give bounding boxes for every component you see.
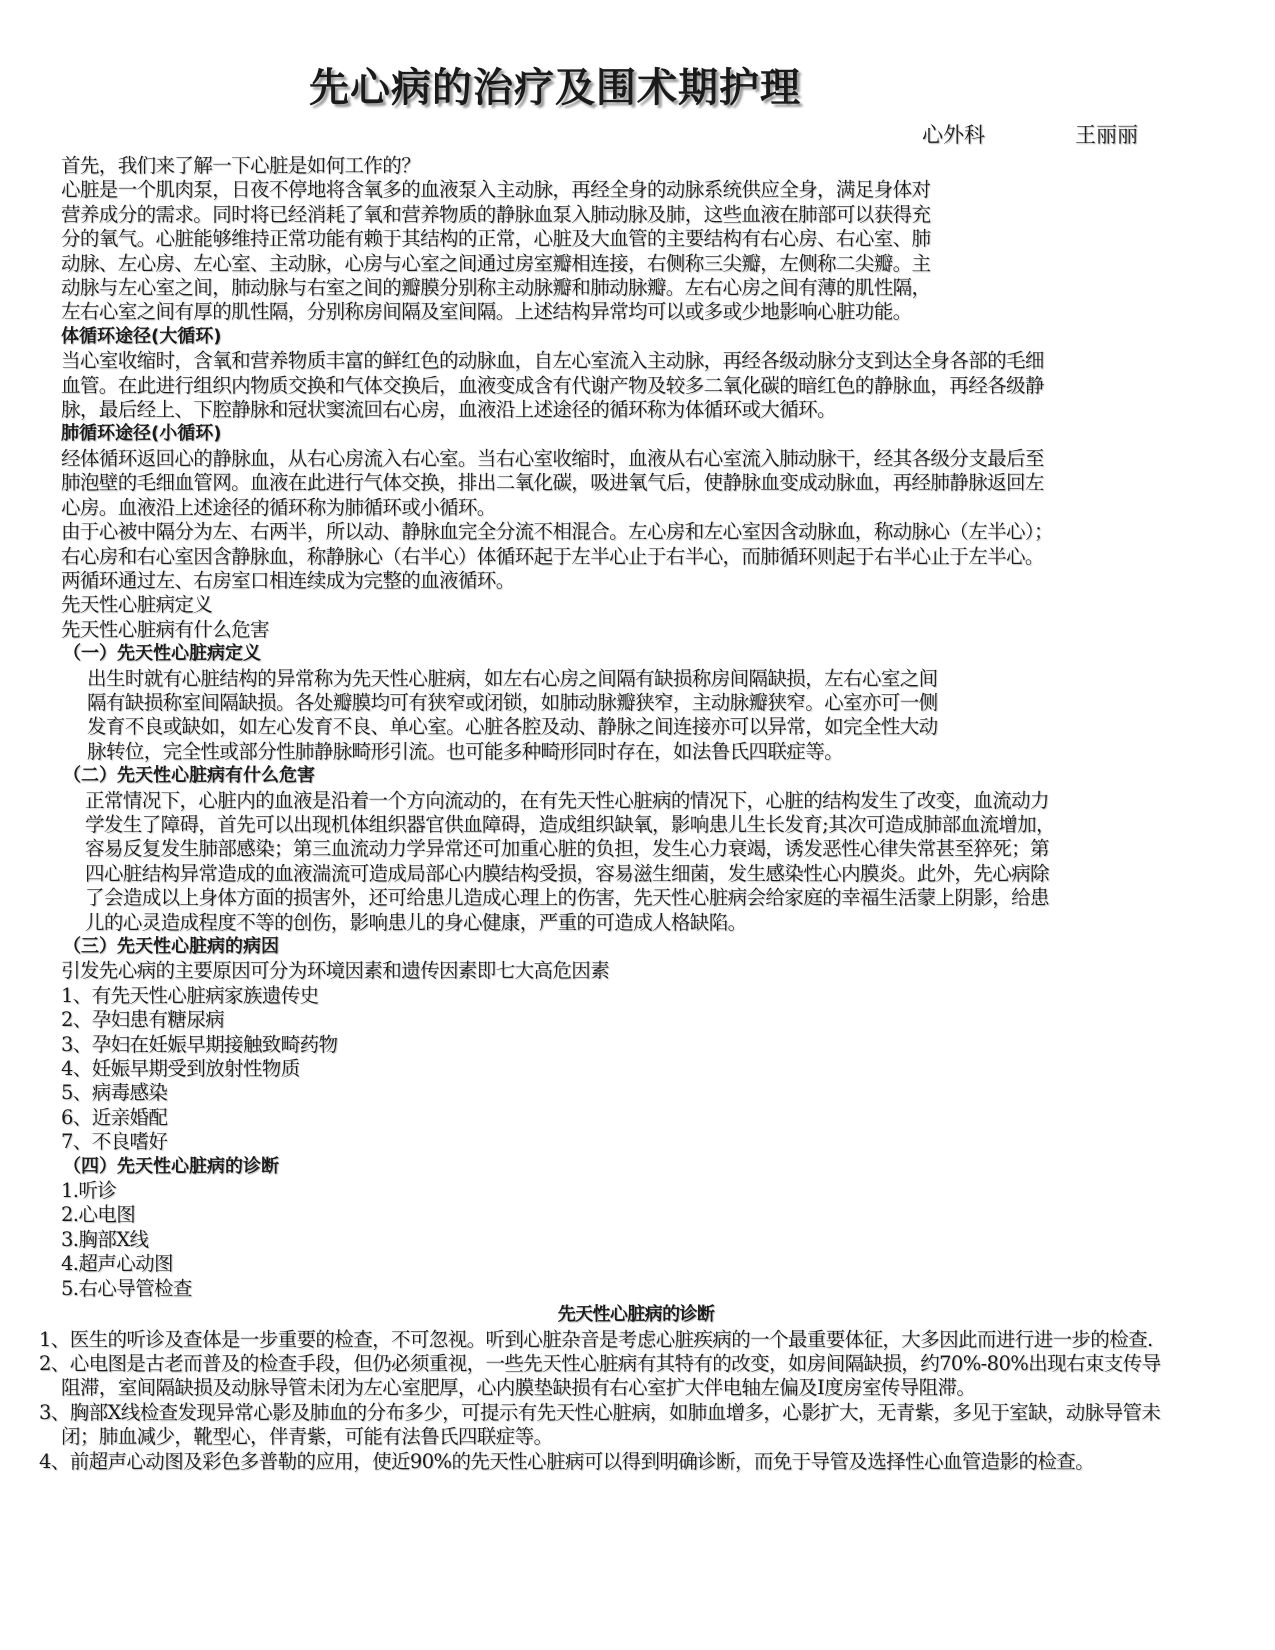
diagnosis-heading: 先天性心脏病的诊断 xyxy=(557,1304,715,1326)
pulmonary-line: 右心房和右心室因含静脉血，称静脉心（右半心）体循环起于左半心止于右半心，而肺循环则起于右半心止于左半心。 xyxy=(61,544,1044,568)
author-name: 王丽丽 xyxy=(1075,123,1138,147)
diagnosis-method-item: 3.胸部X线 xyxy=(61,1227,149,1251)
systemic-heading: 体循环途径(大循环) xyxy=(61,325,222,347)
risk-factor-item: 1、有先天性心脏病家族遗传史 xyxy=(61,983,319,1007)
department-label: 心外科 xyxy=(922,123,985,147)
intro-line: 营养成分的需求。同时将已经消耗了氧和营养物质的静脉血泵入肺动脉及肺，这些血液在肺部可以获得充 xyxy=(61,202,931,226)
diagnosis-paragraph: 3、胸部X线检查发现异常心影及肺血的分布多少，可提示有先天性心脏病，如肺血增多，心影扩大，无青紫，多见于室缺，动脉导管未闭；肺血减少，靴型心，伴青紫，可能有法鲁氏四联症等。 xyxy=(39,1400,1161,1449)
diagnosis-method-item: 1.听诊 xyxy=(61,1179,117,1203)
diagnosis-method-item: 2.心电图 xyxy=(61,1203,136,1227)
systemic-line: 血管。在此进行组织内物质交换和气体交换后，血液变成含有代谢产物及较多二氧化碳的暗红色的静脉血，再经各级静 xyxy=(61,373,1044,397)
pulmonary-line: 心房。血液沿上述途径的循环称为肺循环或小循环。 xyxy=(61,495,496,519)
systemic-line: 脉，最后经上、下腔静脉和冠状窦流回右心房，血液沿上述途径的循环称为体循环或大循环。 xyxy=(61,398,836,422)
section1-line: 出生时就有心脏结构的异常称为先天性心脏病，如左右心房之间隔有缺损称房间隔缺损，左右心室之间 xyxy=(87,666,938,690)
section4-heading: （四）先天性心脏病的诊断 xyxy=(63,1155,279,1177)
section2-line: 儿的心灵造成程度不等的创伤，影响患儿的身心健康，严重的可造成人格缺陷。 xyxy=(85,910,747,934)
intro-line: 心脏是一个肌肉泵，日夜不停地将含氧多的血液泵入主动脉，再经全身的动脉系统供应全身，满足身体对 xyxy=(61,178,931,202)
diagnosis-method-item: 4.超声心动图 xyxy=(61,1252,173,1276)
pulmonary-line: 先天性心脏病有什么危害 xyxy=(61,617,269,641)
section2-line: 四心脏结构异常造成的血液湍流可造成局部心内膜结构受损，容易滋生细菌，发生感染性心内膜炎。此外，先心病除 xyxy=(85,861,1049,885)
intro-line: 分的氧气。心脏能够维持正常功能有赖于其结构的正常，心脏及大血管的主要结构有右心房、右心室、肺 xyxy=(61,227,931,251)
section1-heading: （一）先天性心脏病定义 xyxy=(63,643,261,665)
section1-line: 发育不良或缺如，如左心发育不良、单心室。心脏各腔及动、静脉之间连接亦可以异常，如完全性大动 xyxy=(87,715,938,739)
pulmonary-line: 两循环通过左、右房室口相连续成为完整的血液循环。 xyxy=(61,568,515,592)
risk-factor-item: 3、孕妇在妊娠早期接触致畸药物 xyxy=(61,1032,338,1056)
diagnosis-paragraph: 4、前超声心动图及彩色多普勒的应用，使近90%的先天性心脏病可以得到明确诊断，而免于导管及选择性心血管造影的检查。 xyxy=(39,1449,1095,1473)
section2-line: 正常情况下，心脏内的血液是沿着一个方向流动的，在有先天性心脏病的情况下，心脏的结构发生了改变，血流动力 xyxy=(85,788,1049,812)
pulmonary-heading: 肺循环途径(小循环) xyxy=(61,423,222,445)
section2-line: 学发生了障碍，首先可以出现机体组织器官供血障碍，造成组织缺氧，影响患儿生长发育;其次可造成肺部血流增加， xyxy=(85,812,1055,836)
section1-line: 隔有缺损称室间隔缺损。各处瓣膜均可有狭窄或闭锁，如肺动脉瓣狭窄，主动脉瓣狭窄。心室亦可一侧 xyxy=(87,690,938,714)
pulmonary-line: 肺泡壁的毛细血管网。血液在此进行气体交换，排出二氧化碳，吸进氧气后，使静脉血变成动脉血，再经肺静脉返回左 xyxy=(61,471,1044,495)
systemic-line: 当心室收缩时，含氧和营养物质丰富的鲜红色的动脉血，自左心室流入主动脉，再经各级动脉分支到达全身各部的毛细 xyxy=(61,349,1044,373)
section1-line: 脉转位，完全性或部分性肺静脉畸形引流。也可能多种畸形同时存在，如法鲁氏四联症等。 xyxy=(87,739,844,763)
page-title: 先心病的治疗及围术期护理 xyxy=(309,65,801,111)
risk-factor-item: 6、近亲婚配 xyxy=(61,1105,168,1129)
risk-factor-item: 2、孕妇患有糖尿病 xyxy=(61,1008,225,1032)
risk-factor-item: 4、妊娠早期受到放射性物质 xyxy=(61,1057,300,1081)
section3-intro: 引发先心病的主要原因可分为环境因素和遗传因素即七大高危因素 xyxy=(61,959,610,983)
section2-line: 容易反复发生肺部感染；第三血流动力学异常还可加重心脏的负担，发生心力衰竭，诱发恶性心律失常甚至猝死；第 xyxy=(85,837,1049,861)
pulmonary-line: 经体循环返回心的静脉血，从右心房流入右心室。当右心室收缩时，血液从右心室流入肺动脉干，经其各级分支最后至 xyxy=(61,446,1044,470)
section2-line: 了会造成以上身体方面的损害外，还可给患儿造成心理上的伤害，先天性心脏病会给家庭的幸福生活蒙上阴影，给患 xyxy=(85,886,1049,910)
section3-heading: （三）先天性心脏病的病因 xyxy=(63,936,279,957)
diagnosis-paragraph: 2、心电图是古老而普及的检查手段，但仍必须重视，一些先天性心脏病有其特有的改变，如房间隔缺损，约70%-80%出现右束支传导阻滞，室间隔缺损及动脉导管未闭为左心室肥厚，心内膜垫缺损有右心室扩大伴电轴左偏及I度房室传导阻滞。 xyxy=(39,1351,1161,1400)
intro-line: 左右心室之间有厚的肌性隔，分别称房间隔及室间隔。上述结构异常均可以或多或少地影响心脏功能。 xyxy=(61,300,912,324)
intro-line: 动脉与左心室之间，肺动脉与右室之间的瓣膜分别称主动脉瓣和肺动脉瓣。左右心房之间有薄的肌性隔， xyxy=(61,276,931,300)
document-body xyxy=(39,154,1211,1474)
diagnosis-method-item: 5.右心导管检查 xyxy=(61,1276,192,1300)
risk-factor-item: 5、病毒感染 xyxy=(61,1081,168,1105)
intro-line: 动脉、左心房、左心室、主动脉，心房与心室之间通过房室瓣相连接，右侧称三尖瓣，左侧称二尖瓣。主 xyxy=(61,251,931,275)
diagnosis-paragraph: 1、医生的听诊及查体是一步重要的检查，不可忽视。听到心脏杂音是考虑心脏疾病的一个最重要体征，大多因此而进行进一步的检查. xyxy=(39,1327,1153,1351)
pulmonary-line: 由于心被中隔分为左、右两半，所以动、静脉血完全分流不相混合。左心房和左心室因含动脉血，称动脉心（左半心）； xyxy=(61,520,1053,544)
risk-factor-item: 7、不良嗜好 xyxy=(61,1130,168,1154)
intro-question: 首先，我们来了解一下心脏是如何工作的？ xyxy=(61,154,421,177)
section2-heading: （二）先天性心脏病有什么危害 xyxy=(63,765,315,787)
pulmonary-line: 先天性心脏病定义 xyxy=(61,593,213,617)
